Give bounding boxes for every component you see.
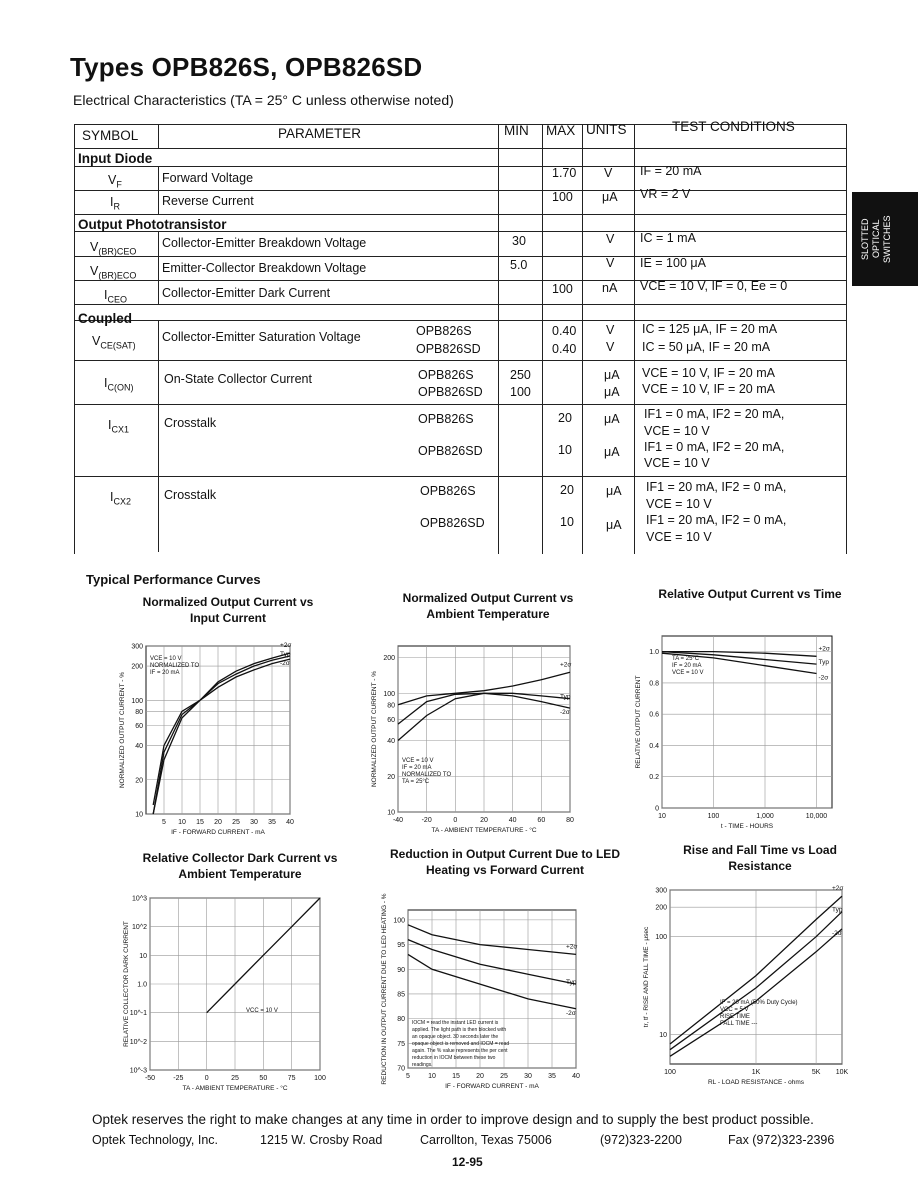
y-tick-label: 90: [397, 966, 405, 974]
y-tick-label: 80: [397, 1016, 405, 1024]
y-tick-label: 10^-3: [129, 1067, 147, 1075]
chart-4-plot: [108, 888, 328, 1094]
ir-test: VR = 2 V: [640, 187, 691, 201]
series-label: Typ: [818, 659, 829, 667]
annotation-text: IF = 20 mA: [672, 663, 702, 669]
annotation-text: IF = 20 mA: [150, 670, 180, 676]
annotation-text: NORMALIZED TO: [150, 663, 200, 669]
x-tick-label: 75: [287, 1075, 296, 1082]
curves-heading: Typical Performance Curves: [86, 572, 261, 587]
vcesat-test-1: IC = 125 μA, IF = 20 mA: [642, 322, 778, 336]
param-forward-voltage: Forward Voltage: [162, 171, 254, 185]
x-tick-label: 10: [658, 813, 666, 820]
y-tick-label: 95: [397, 942, 405, 950]
x-tick-label: 15: [196, 819, 204, 826]
x-tick-label: 10: [178, 819, 186, 826]
chart-5-title: Reduction in Output Current Due to LED Heating vs Forward Current: [390, 847, 620, 877]
section-coupled: Coupled: [78, 311, 132, 326]
y-tick-label: 85: [397, 991, 405, 999]
icx1-max-1: 20: [558, 411, 572, 425]
x-tick-label: -20: [421, 817, 432, 824]
y-tick-label: 100: [383, 690, 395, 698]
chart-6-title: Rise and Fall Time vs Load Resistance: [683, 843, 837, 873]
annotation-text: readings.: [412, 1062, 433, 1068]
annotation-text: an opaque object. 30 seconds later the: [412, 1034, 499, 1040]
iceo-max: 100: [552, 282, 573, 296]
icx2-max-1: 20: [560, 483, 574, 497]
symbol-vbreco: $V_{(BR)ECO}$: [90, 264, 137, 281]
x-axis-label: IF - FORWARD CURRENT - mA: [171, 829, 265, 836]
x-tick-label: 25: [231, 1075, 239, 1082]
series-label: Typ: [560, 693, 571, 701]
symbol-vcesat: $V_{CE(SAT)}$: [92, 334, 136, 351]
icx1-device-1: OPB826S: [418, 412, 474, 426]
x-tick-label: 100: [314, 1075, 326, 1082]
x-tick-label: -25: [173, 1075, 184, 1082]
chart-3-plot: [636, 626, 836, 832]
chart-6-plot: [636, 882, 856, 1090]
annotation-text: TA = 25°C: [672, 656, 700, 662]
annotation-text: VCC = 5 V: [720, 1007, 749, 1013]
y-tick-label: 100: [131, 697, 143, 705]
vbreco-units: V: [606, 256, 615, 270]
annotation-text: again. The % value represents the per cent: [412, 1048, 508, 1054]
y-axis-label: NORMALIZED OUTPUT CURRENT - %: [119, 671, 126, 789]
y-tick-label: 1.0: [137, 981, 147, 989]
param-crosstalk-2: Crosstalk: [164, 488, 217, 502]
header-parameter: PARAMETER: [278, 126, 362, 141]
y-tick-label: 300: [131, 643, 143, 651]
icx2-device-2: OPB826SD: [420, 516, 485, 530]
y-tick-label: 10: [659, 1032, 667, 1040]
x-tick-label: 30: [250, 819, 258, 826]
series-label: +2σ: [560, 661, 572, 669]
annotation-text: applied. The light path is then blocked with: [412, 1027, 507, 1033]
x-tick-label: 5K: [811, 1069, 821, 1076]
footer-address: 1215 W. Crosby Road: [260, 1133, 383, 1147]
y-tick-label: 0.8: [649, 680, 659, 688]
param-ce-dark-current: Collector-Emitter Dark Current: [162, 286, 331, 300]
x-axis-label: RL - LOAD RESISTANCE - ohms: [707, 1079, 805, 1086]
y-tick-label: 0: [655, 805, 659, 813]
y-tick-label: 100: [393, 917, 405, 925]
section-output-phototransistor: Output Phototransistor: [78, 217, 227, 232]
x-tick-label: 10K: [835, 1069, 849, 1076]
icon-units-2: μA: [604, 385, 620, 399]
footer-disclaimer: Optek reserves the right to make changes at any time in order to improve design and to supply the best product possible.: [92, 1112, 814, 1127]
vbrceo-min: 30: [512, 234, 526, 248]
vf-max: 1.70: [552, 166, 577, 180]
param-ce-breakdown: Collector-Emitter Breakdown Voltage: [162, 236, 367, 250]
x-tick-label: 100: [707, 813, 720, 820]
y-tick-label: 60: [387, 717, 395, 725]
icon-test-2: VCE = 10 V, IF = 20 mA: [642, 382, 775, 396]
iceo-test: VCE = 10 V, IF = 0, Ee = 0: [640, 279, 788, 293]
x-tick-label: 25: [232, 819, 240, 826]
icx1-test-2b: VCE = 10 V: [644, 456, 710, 470]
x-tick-label: 5: [406, 1073, 410, 1080]
icx2-test-2a: IF1 = 20 mA, IF2 = 0 mA,: [646, 513, 787, 527]
page-subtitle: Electrical Characteristics (TA = 25° C unless otherwise noted): [73, 92, 454, 108]
vcesat-device-2: OPB826SD: [416, 342, 481, 356]
vbreco-test: IE = 100 μA: [640, 256, 706, 270]
y-tick-label: 40: [135, 743, 143, 751]
icx2-units-2: μA: [606, 518, 622, 532]
annotation-text: reduction in IOCM between these two: [412, 1055, 496, 1061]
y-tick-label: 10^-2: [129, 1038, 147, 1046]
vbreco-min: 5.0: [510, 258, 528, 272]
x-tick-label: -40: [392, 817, 404, 824]
icx1-units-2: μA: [604, 445, 620, 459]
side-tab: [852, 192, 918, 286]
symbol-icon: $I_{C(ON)}$: [104, 376, 134, 393]
y-tick-label: 20: [135, 777, 143, 785]
x-axis-label: t - TIME - HOURS: [720, 823, 774, 830]
annotation-text: TA = 25°C: [402, 779, 430, 785]
y-tick-label: 10: [139, 952, 147, 960]
x-tick-label: 0: [453, 817, 458, 824]
x-tick-label: 1K: [751, 1069, 761, 1076]
vf-test: IF = 20 mA: [640, 164, 702, 178]
series-label: -2σ: [560, 709, 570, 717]
y-axis-label: RELATIVE COLLECTOR DARK CURRENT: [123, 921, 130, 1047]
y-tick-label: 10^2: [132, 924, 147, 932]
footer-city: Carrollton, Texas 75006: [420, 1133, 552, 1147]
annotation-text: FALL TIME ---: [720, 1021, 758, 1027]
annotation-text: IF = 20 mA (50% Duty Cycle): [720, 1000, 798, 1006]
y-tick-label: 10^-1: [129, 1010, 147, 1018]
x-tick-label: -50: [144, 1075, 156, 1082]
icx1-test-1a: IF1 = 0 mA, IF2 = 20 mA,: [644, 407, 785, 421]
y-tick-label: 10: [387, 809, 395, 817]
y-tick-label: 80: [387, 702, 395, 710]
y-tick-label: 300: [655, 887, 667, 895]
series-line-3: [408, 954, 576, 1008]
vcesat-units-2: V: [606, 340, 615, 354]
symbol-vf: $V_F$: [108, 173, 122, 190]
y-tick-label: 10: [135, 811, 143, 819]
side-tab-label: SLOTTED OPTICAL SWITCHES: [860, 215, 892, 263]
series-label: +2σ: [280, 642, 292, 650]
y-axis-label: tr, tf - RISE AND FALL TIME - μsec: [643, 926, 650, 1028]
footer-phone: (972)323-2200: [600, 1133, 683, 1147]
x-tick-label: 10,000: [805, 813, 828, 820]
y-tick-label: 70: [397, 1065, 405, 1073]
icx1-test-1b: VCE = 10 V: [644, 424, 710, 438]
x-tick-label: 60: [537, 817, 546, 824]
x-tick-label: 0: [204, 1075, 209, 1082]
series-label: -2σ: [566, 1009, 576, 1017]
header-max: MAX: [546, 123, 576, 138]
y-tick-label: 0.6: [649, 711, 659, 719]
chart-1-plot: [110, 636, 310, 836]
icx2-max-2: 10: [560, 515, 574, 529]
icx2-units-1: μA: [606, 484, 622, 498]
header-test-conditions: TEST CONDITIONS: [672, 119, 795, 134]
icx1-device-2: OPB826SD: [418, 444, 483, 458]
y-tick-label: 80: [135, 708, 143, 716]
y-tick-label: 60: [135, 722, 143, 730]
y-axis-label: NORMALIZED OUTPUT CURRENT - %: [371, 670, 378, 788]
x-tick-label: 35: [548, 1073, 556, 1080]
x-tick-label: 20: [480, 817, 488, 824]
x-axis-label: TA - AMBIENT TEMPERATURE - °C: [182, 1085, 288, 1092]
icx2-device-1: OPB826S: [420, 484, 476, 498]
x-tick-label: 20: [476, 1073, 484, 1080]
param-crosstalk-1: Crosstalk: [164, 416, 217, 430]
annotation-text: RISE TIME: [720, 1014, 750, 1020]
param-reverse-current: Reverse Current: [162, 194, 254, 208]
y-tick-label: 20: [387, 773, 395, 781]
x-tick-label: 5: [162, 819, 166, 826]
annotation-text: IOCM = read the instant LED current is: [412, 1020, 499, 1026]
series-label: Typ: [566, 979, 577, 987]
y-axis-label: REDUCTION IN OUTPUT CURRENT DUE TO LED HEATING - %: [381, 893, 388, 1085]
chart-3-title: Relative Output Current vs Time: [658, 587, 842, 601]
page-title: Types OPB826S, OPB826SD: [70, 52, 423, 82]
x-tick-label: 10: [428, 1073, 436, 1080]
icon-min-2: 100: [510, 385, 531, 399]
symbol-icx2: $I_{CX2}$: [110, 490, 131, 507]
y-tick-label: 100: [655, 934, 667, 942]
x-axis-label: TA - AMBIENT TEMPERATURE - °C: [431, 827, 537, 834]
chart-1-title: Normalized Output Current vs Input Current: [142, 595, 314, 625]
y-tick-label: 75: [397, 1040, 405, 1048]
icx2-test-2b: VCE = 10 V: [646, 530, 712, 544]
chart-2-plot: [360, 636, 580, 836]
x-tick-label: 1,000: [756, 813, 774, 820]
y-tick-label: 200: [131, 663, 143, 671]
ir-max: 100: [552, 190, 573, 204]
series-label: -2σ: [832, 929, 842, 937]
x-tick-label: 35: [268, 819, 276, 826]
icon-test-1: VCE = 10 V, IF = 20 mA: [642, 366, 775, 380]
vcesat-max-1: 0.40: [552, 324, 577, 338]
vcesat-device-1: OPB826S: [416, 324, 472, 338]
x-tick-label: 50: [259, 1075, 268, 1082]
chart-5-plot: [364, 893, 586, 1094]
param-ec-breakdown: Emitter-Collector Breakdown Voltage: [162, 261, 367, 275]
x-tick-label: 20: [214, 819, 222, 826]
annotation-text: NORMALIZED TO: [402, 772, 452, 778]
icon-units-1: μA: [604, 368, 620, 382]
annotation-text: VCE = 10 V: [672, 670, 704, 676]
y-tick-label: 200: [655, 904, 667, 912]
annotation-text: VCE = 10 V: [150, 656, 182, 662]
section-input-diode: Input Diode: [78, 151, 153, 166]
symbol-iceo: $I_{CEO}$: [104, 288, 127, 305]
series-label: -2σ: [280, 660, 290, 668]
series-label: Typ: [832, 906, 843, 914]
series-label: +2σ: [566, 943, 578, 951]
x-tick-label: 80: [566, 817, 574, 824]
annotation-text: VCC = 10 V: [246, 1008, 278, 1014]
vcesat-max-2: 0.40: [552, 342, 577, 356]
vcesat-test-2: IC = 50 μA, IF = 20 mA: [642, 340, 771, 354]
icx2-test-1b: VCE = 10 V: [646, 497, 712, 511]
annotation-text: VCE = 10 V: [402, 758, 434, 764]
icon-device-2: OPB826SD: [418, 385, 483, 399]
footer-company: Optek Technology, Inc.: [92, 1133, 219, 1147]
vf-units: V: [604, 166, 613, 180]
series-label: +2σ: [818, 645, 830, 653]
vbrceo-units: V: [606, 232, 615, 246]
chart-4-title: Relative Collector Dark Current vs Ambient Temperature: [142, 851, 338, 881]
x-tick-label: 40: [286, 819, 294, 826]
y-tick-label: 0.2: [649, 774, 659, 782]
x-tick-label: 25: [500, 1073, 508, 1080]
footer-fax: Fax (972)323-2396: [728, 1133, 835, 1147]
ir-units: μA: [602, 190, 618, 204]
header-units: UNITS: [586, 122, 627, 137]
annotation-text: IF = 20 mA: [402, 765, 432, 771]
symbol-icx1: $I_{CX1}$: [108, 418, 129, 435]
icx2-test-1a: IF1 = 20 mA, IF2 = 0 mA,: [646, 480, 787, 494]
series-label: Typ: [280, 651, 291, 659]
header-min: MIN: [504, 123, 529, 138]
vbrceo-test: IC = 1 mA: [640, 231, 696, 245]
icx1-test-2a: IF1 = 0 mA, IF2 = 20 mA,: [644, 440, 785, 454]
x-tick-label: 40: [508, 817, 517, 824]
x-tick-label: 100: [664, 1069, 676, 1076]
annotation-text: opaque object is removed and IOCM = read: [412, 1041, 510, 1047]
icx1-max-2: 10: [558, 443, 572, 457]
icon-device-1: OPB826S: [418, 368, 474, 382]
y-tick-label: 0.4: [649, 742, 659, 750]
x-tick-label: 30: [524, 1073, 532, 1080]
symbol-vbrceo: $V_{(BR)CEO}$: [90, 240, 137, 257]
chart-2-title: Normalized Output Current vs Ambient Temperature: [402, 591, 574, 621]
series-label: -2σ: [818, 674, 829, 682]
y-tick-label: 1.0: [649, 649, 659, 657]
header-symbol: SYMBOL: [82, 128, 139, 143]
page-number: 12-95: [452, 1155, 483, 1169]
x-tick-label: 40: [572, 1073, 580, 1080]
y-axis-label: RELATIVE OUTPUT CURRENT: [635, 675, 642, 769]
x-tick-label: 15: [452, 1073, 460, 1080]
vcesat-units-1: V: [606, 323, 615, 337]
param-on-state-current: On-State Collector Current: [164, 372, 312, 386]
icon-min-1: 250: [510, 368, 531, 382]
y-tick-label: 40: [387, 738, 395, 746]
symbol-ir: $I_R$: [110, 195, 120, 212]
param-ce-saturation: Collector-Emitter Saturation Voltage: [162, 330, 361, 344]
x-axis-label: IF - FORWARD CURRENT - mA: [445, 1083, 539, 1090]
iceo-units: nA: [602, 281, 618, 295]
series-label: +2σ: [832, 885, 844, 893]
y-tick-label: 10^3: [132, 895, 147, 903]
electrical-characteristics-table: [74, 114, 846, 554]
icx1-units-1: μA: [604, 412, 620, 426]
y-tick-label: 200: [383, 655, 395, 663]
